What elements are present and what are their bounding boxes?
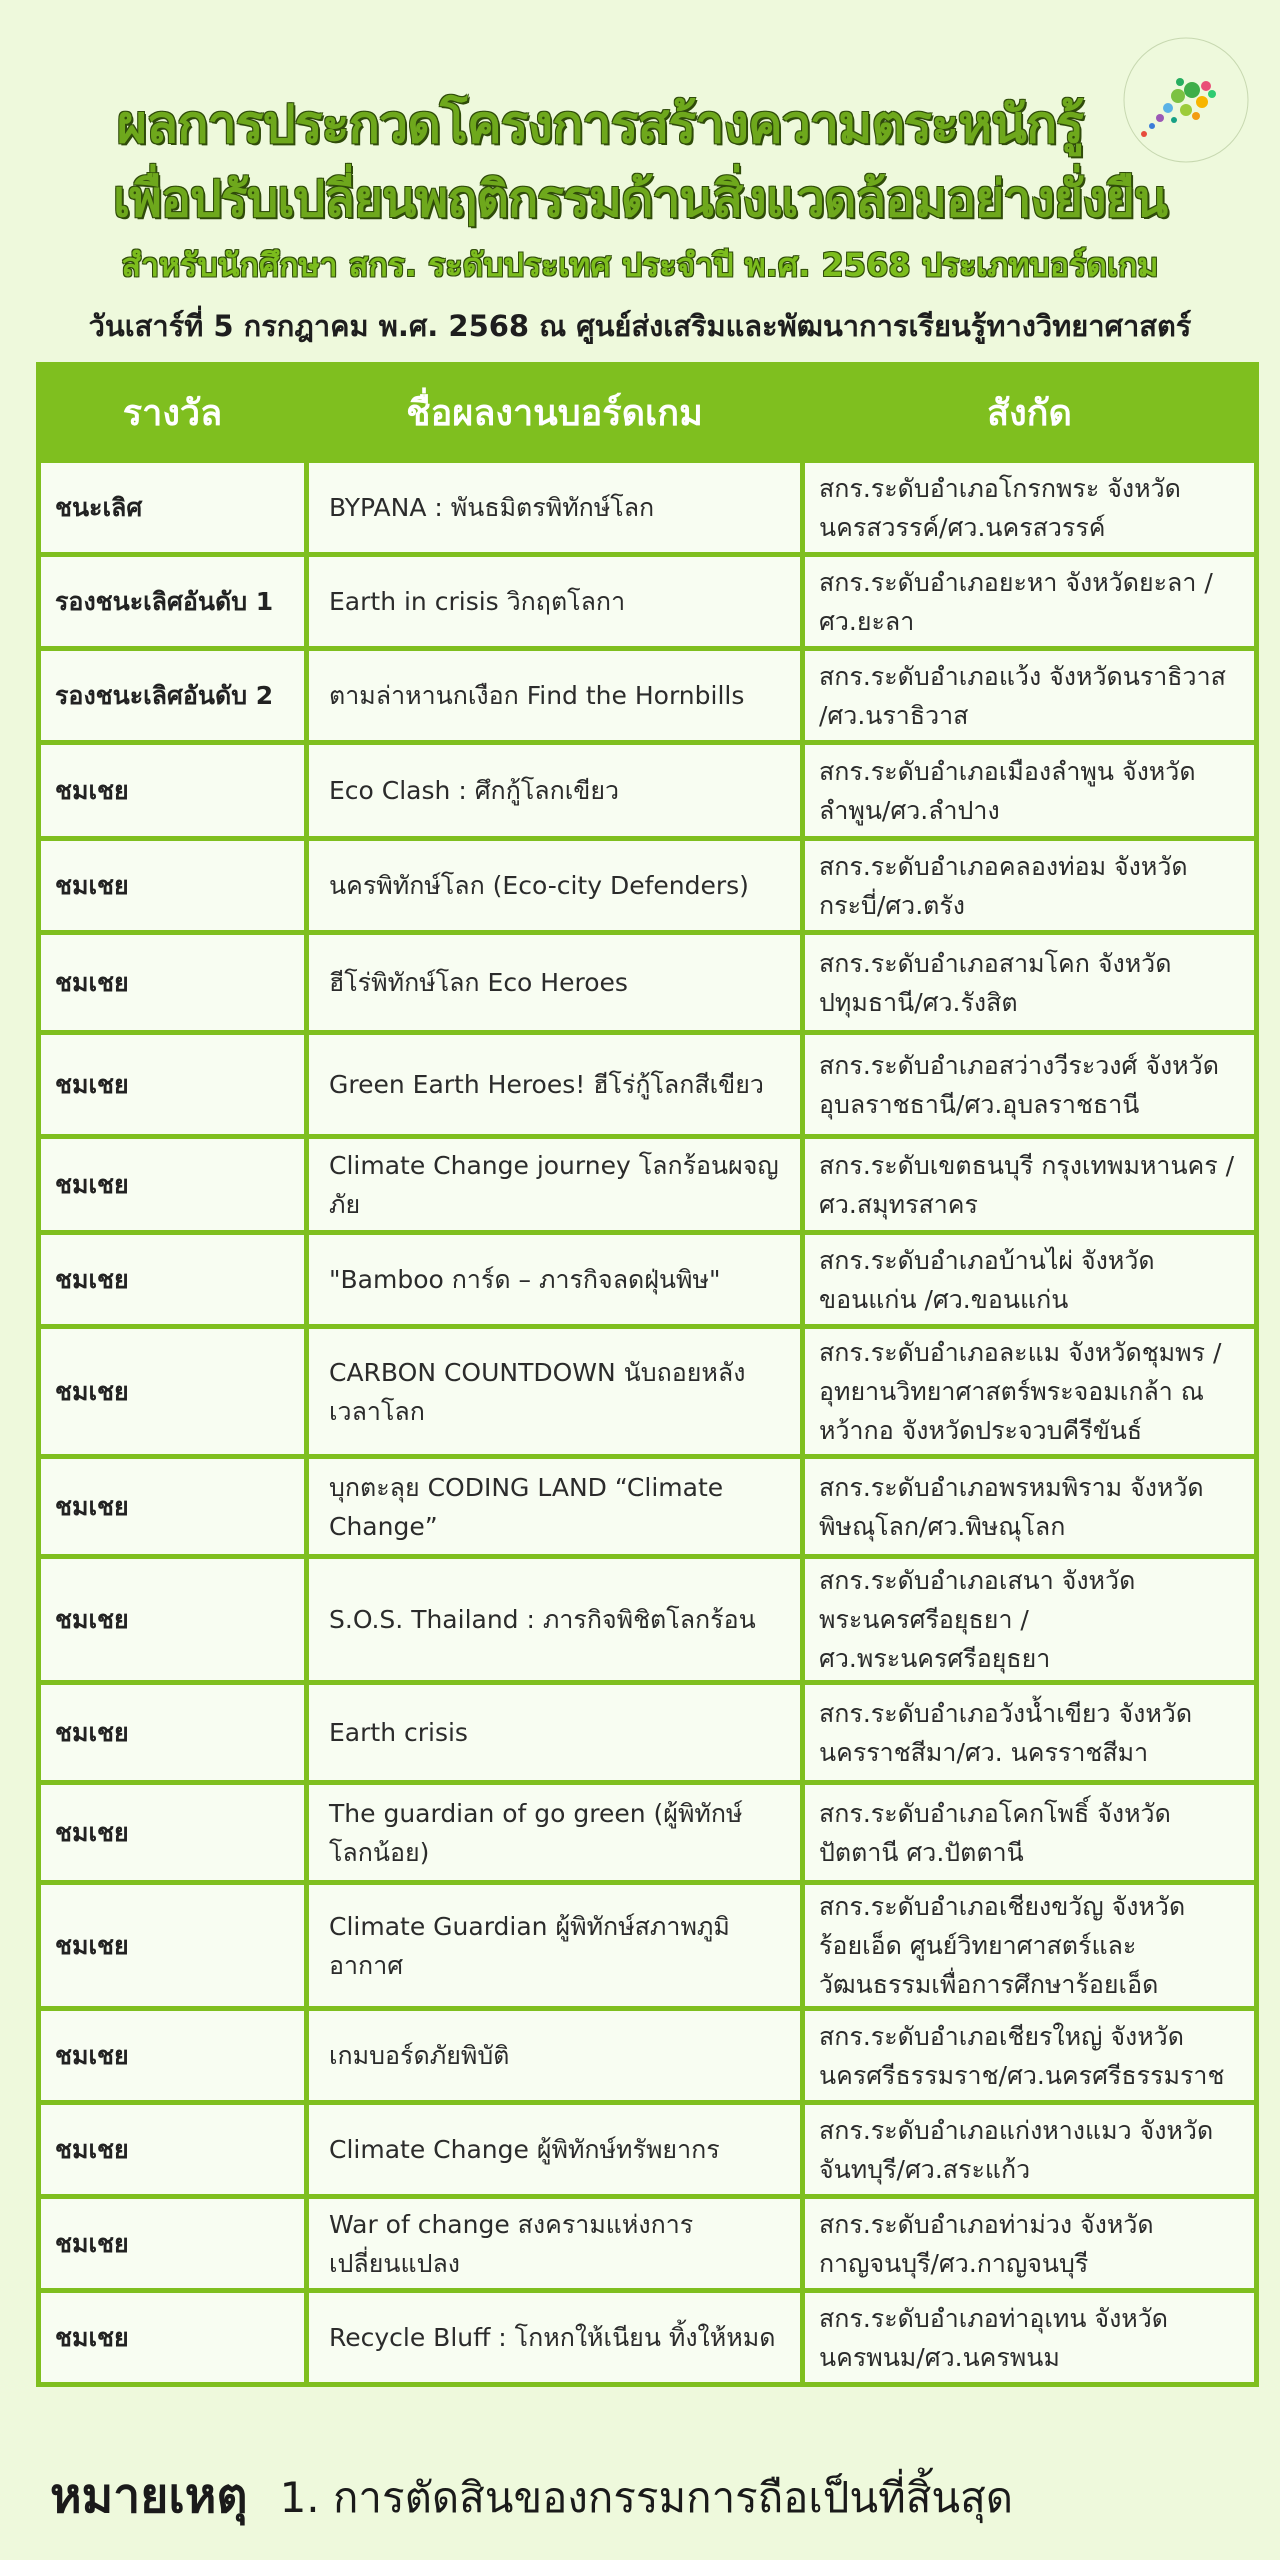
work-cell: S.O.S. Thailand : ภารกิจพิชิตโลกร้อน (307, 1557, 803, 1683)
award-cell: ชมเชย (39, 2009, 307, 2103)
footnote-label: หมายเหตุ (50, 2468, 248, 2524)
affiliation-cell: สกร.ระดับอำเภอคลองท่อม จังหวัดกระบี่/ศว.ตรัง (803, 839, 1257, 933)
work-cell: The guardian of go green (ผู้พิทักษ์โลกน้อย) (307, 1783, 803, 1883)
award-cell: ชมเชย (39, 1557, 307, 1683)
table-row (39, 1683, 1257, 1783)
work-cell: Climate Change ผู้พิทักษ์ทรัพยากร (307, 2103, 803, 2197)
table-row (39, 1233, 1257, 1327)
affiliation-cell: สกร.ระดับอำเภอเชียรใหญ่ จังหวัดนครศรีธรรมราช/ศว.นครศรีธรรมราช (803, 2009, 1257, 2103)
affiliation-cell: สกร.ระดับอำเภอโคกโพธิ์ จังหวัดปัตตานี ศว.ปัตตานี (803, 1783, 1257, 1883)
award-cell: ชนะเลิศ (39, 461, 307, 555)
award-cell: ชมเชย (39, 1783, 307, 1883)
affiliation-cell: สกร.ระดับอำเภอยะหา จังหวัดยะลา /ศว.ยะลา (803, 555, 1257, 649)
table-row (39, 839, 1257, 933)
table-row (39, 555, 1257, 649)
work-cell: ตามล่าหานกเงือก Find the Hornbills (307, 649, 803, 743)
award-cell: ชมเชย (39, 1137, 307, 1233)
work-cell: ฮีโร่พิทักษ์โลก Eco Heroes (307, 933, 803, 1033)
table-row (39, 2197, 1257, 2291)
award-cell: รองชนะเลิศอันดับ 2 (39, 649, 307, 743)
table-row (39, 2291, 1257, 2385)
column-header-work: ชื่อผลงานบอร์ดเกม (307, 365, 803, 461)
table-row (39, 1557, 1257, 1683)
affiliation-cell: สกร.ระดับอำเภอวังน้ำเขียว จังหวัดนครราชสีมา/ศว. นครราชสีมา (803, 1683, 1257, 1783)
affiliation-cell: สกร.ระดับอำเภอสามโคก จังหวัดปทุมธานี/ศว.รังสิต (803, 933, 1257, 1033)
affiliation-cell: สกร.ระดับอำเภอเสนา จังหวัดพระนครศรีอยุธยา /ศว.พระนครศรีอยุธยา (803, 1557, 1257, 1683)
table-row (39, 1033, 1257, 1137)
table-row (39, 2103, 1257, 2197)
affiliation-cell: สกร.ระดับอำเภอแว้ง จังหวัดนราธิวาส /ศว.นราธิวาส (803, 649, 1257, 743)
table-row (39, 1457, 1257, 1557)
award-cell: ชมเชย (39, 1033, 307, 1137)
results-table-container (36, 362, 1254, 2387)
affiliation-cell: สกร.ระดับอำเภอโกรกพระ จังหวัดนครสวรรค์/ศว.นครสวรรค์ (803, 461, 1257, 555)
affiliation-cell: สกร.ระดับอำเภอละแม จังหวัดชุมพร /อุทยานวิทยาศาสตร์พระจอมเกล้า ณ หว้ากอ จังหวัดประจวบคีรีขันธ์ (803, 1327, 1257, 1457)
work-cell: Earth crisis (307, 1683, 803, 1783)
award-cell: ชมเชย (39, 2291, 307, 2385)
page-title-line2: เพื่อปรับเปลี่ยนพฤติกรรมด้านสิ่งแวดล้อมอย่างยั่งยืน (112, 170, 1168, 228)
work-cell: Earth in crisis วิกฤตโลกา (307, 555, 803, 649)
award-cell: ชมเชย (39, 1233, 307, 1327)
award-cell: ชมเชย (39, 743, 307, 839)
table-row (39, 1137, 1257, 1233)
affiliation-cell: สกร.ระดับอำเภอเชียงขวัญ จังหวัดร้อยเอ็ด ศูนย์วิทยาศาสตร์และวัฒนธรรมเพื่อการศึกษาร้อยเอ็ด (803, 1883, 1257, 2009)
work-cell: CARBON COUNTDOWN นับถอยหลังเวลาโลก (307, 1327, 803, 1457)
work-cell: Climate Change journey โลกร้อนผจญภัย (307, 1137, 803, 1233)
work-cell: นครพิทักษ์โลก (Eco-city Defenders) (307, 839, 803, 933)
table-row (39, 1783, 1257, 1883)
column-header-affiliation: สังกัด (803, 365, 1257, 461)
table-row (39, 933, 1257, 1033)
work-cell: BYPANA : พันธมิตรพิทักษ์โลก (307, 461, 803, 555)
award-cell: ชมเชย (39, 1457, 307, 1557)
work-cell: เกมบอร์ดภัยพิบัติ (307, 2009, 803, 2103)
affiliation-cell: สกร.ระดับอำเภอสว่างวีระวงศ์ จังหวัดอุบลราชธานี/ศว.อุบลราชธานี (803, 1033, 1257, 1137)
affiliation-cell: สกร.ระดับอำเภอเมืองลำพูน จังหวัดลำพูน/ศว.ลำปาง (803, 743, 1257, 839)
award-cell: ชมเชย (39, 839, 307, 933)
footnote (50, 2458, 1013, 2534)
table-header-row (39, 365, 1257, 461)
affiliation-cell: สกร.ระดับอำเภอท่าม่วง จังหวัดกาญจนบุรี/ศว.กาญจนบุรี (803, 2197, 1257, 2291)
work-cell: "Bamboo การ์ด – ภารกิจลดฝุ่นพิษ" (307, 1233, 803, 1327)
footnote-text: 1. การตัดสินของกรรมการถือเป็นที่สิ้นสุด (279, 2473, 1014, 2522)
table-row (39, 649, 1257, 743)
work-cell: Recycle Bluff : โกหกให้เนียน ทิ้งให้หมด (307, 2291, 803, 2385)
award-cell: ชมเชย (39, 2197, 307, 2291)
award-cell: ชมเชย (39, 1683, 307, 1783)
award-cell: ชมเชย (39, 1883, 307, 2009)
award-cell: ชมเชย (39, 933, 307, 1033)
results-table (36, 362, 1259, 2387)
work-cell: บุกตะลุย CODING LAND “Climate Change” (307, 1457, 803, 1557)
affiliation-cell: สกร.ระดับอำเภอพรหมพิราม จังหวัดพิษณุโลก/ศว.พิษณุโลก (803, 1457, 1257, 1557)
affiliation-cell: สกร.ระดับอำเภอแก่งหางแมว จังหวัดจันทบุรี/ศว.สระแก้ว (803, 2103, 1257, 2197)
page-title-line1: ผลการประกวดโครงการสร้างความตระหนักรู้ (116, 95, 1084, 155)
work-cell: Green Earth Heroes! ฮีโร่กู้โลกสีเขียว (307, 1033, 803, 1137)
table-row (39, 2009, 1257, 2103)
work-cell: War of change สงครามแห่งการเปลี่ยนแปลง (307, 2197, 803, 2291)
affiliation-cell: สกร.ระดับอำเภอท่าอุเทน จังหวัดนครพนม/ศว.นครพนม (803, 2291, 1257, 2385)
column-header-award: รางวัล (39, 365, 307, 461)
table-row (39, 743, 1257, 839)
page-subtitle: สำหรับนักศึกษา สกร. ระดับประเทศ ประจำปี พ.ศ. 2568 ประเภทบอร์ดเกม (121, 246, 1159, 284)
award-cell: ชมเชย (39, 1327, 307, 1457)
table-row (39, 1883, 1257, 2009)
work-cell: Eco Clash : ศึกกู้โลกเขียว (307, 743, 803, 839)
table-row (39, 1327, 1257, 1457)
event-dateline: วันเสาร์ที่ 5 กรกฎาคม พ.ศ. 2568 ณ ศูนย์ส่งเสริมและพัฒนาการเรียนรู้ทางวิทยาศาสตร์ (88, 309, 1192, 343)
award-cell: รองชนะเลิศอันดับ 1 (39, 555, 307, 649)
award-cell: ชมเชย (39, 2103, 307, 2197)
table-row (39, 461, 1257, 555)
affiliation-cell: สกร.ระดับเขตธนบุรี กรุงเทพมหานคร /ศว.สมุทรสาคร (803, 1137, 1257, 1233)
work-cell: Climate Guardian ผู้พิทักษ์สภาพภูมิอากาศ (307, 1883, 803, 2009)
affiliation-cell: สกร.ระดับอำเภอบ้านไผ่ จังหวัดขอนแก่น /ศว.ขอนแก่น (803, 1233, 1257, 1327)
